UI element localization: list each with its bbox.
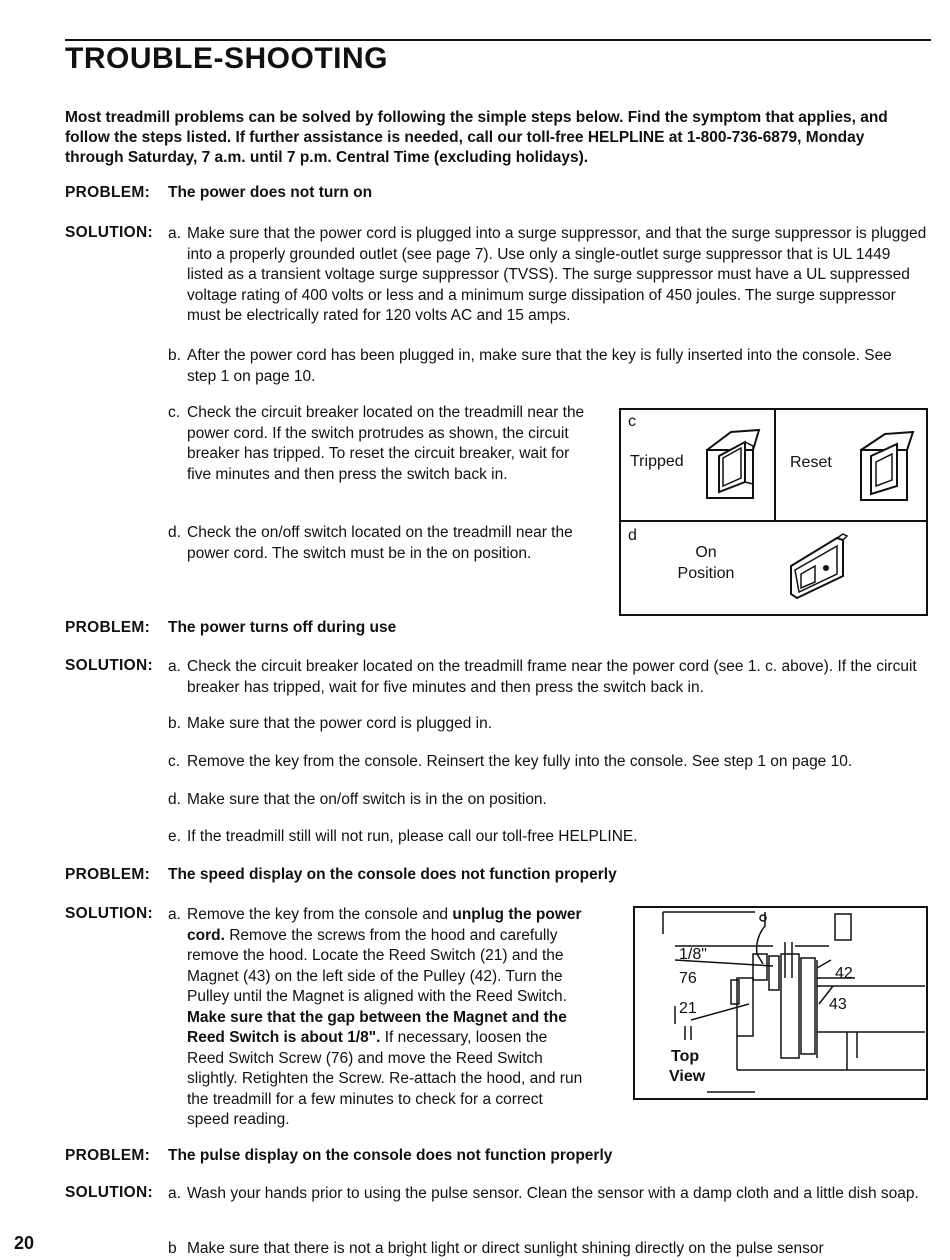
problem-1-title: The power does not turn on — [168, 184, 373, 201]
problem-label: PROBLEM: — [65, 1147, 151, 1164]
step-letter: b. — [168, 347, 181, 364]
step-letter: c. — [168, 753, 181, 770]
screw-76-label: 76 — [679, 970, 697, 987]
on-switch-icon — [781, 530, 855, 600]
on-off-switch-figure — [619, 520, 928, 616]
step-text: Make sure that there is not a bright light or direct sunlight shining directly on the pulse sensor — [187, 1240, 824, 1257]
problem-2-step-c — [168, 752, 928, 773]
problem-1-step-d — [168, 523, 588, 564]
step-text: Check the circuit breaker located on the treadmill frame near the power cord (see 1. c. above). If the circuit breaker has tripped, wait for five minutes and then press the switch back in. — [187, 658, 917, 696]
problem-4-step-a — [168, 1184, 923, 1205]
position-label: Position — [677, 565, 735, 582]
problem-4-step-b — [168, 1239, 928, 1260]
solution-label: SOLUTION: — [65, 224, 153, 241]
step-text: Make sure that the power cord is plugged in. — [187, 715, 493, 732]
intro-paragraph: Most treadmill problems can be solved by following the simple steps below. Find the symptom that applies, and follow the steps listed. If further assistance is needed, call our toll-free HELPLINE at 1-800-736-6879, Monday through Saturday, 7 a.m. until 7 p.m. Central Time (excluding holidays). — [65, 109, 888, 166]
problem-label: PROBLEM: — [65, 619, 151, 636]
step-text: Remove the key from the console. Reinsert the key fully into the console. See step 1 on page 10. — [187, 753, 853, 770]
step-letter: a. — [168, 658, 181, 675]
page-title: TROUBLE-SHOOTING — [65, 42, 388, 75]
step-letter: c. — [168, 404, 181, 421]
problem-2-step-e — [168, 827, 923, 848]
problem-1-step-c — [168, 403, 588, 485]
solution-label: SOLUTION: — [65, 657, 153, 674]
reed-switch-diagram — [633, 906, 928, 1100]
step-letter: a. — [168, 225, 181, 242]
problem-label: PROBLEM: — [65, 184, 151, 201]
step-text: Make sure that the on/off switch is in the on position. — [187, 791, 547, 808]
problem-4-title: The pulse display on the console does not function properly — [168, 1147, 613, 1164]
top-rule — [65, 39, 931, 41]
step-letter: d. — [168, 791, 181, 808]
problem-2-step-b — [168, 714, 923, 735]
top-view-label: Top — [671, 1048, 700, 1065]
circuit-breaker-figure — [619, 408, 928, 522]
step-text-part: If necessary, loosen the Reed Switch Screw (76) and move the Reed Switch slightly. Retighten the Screw. Re-attach the hood, and run the treadmill for a few minutes to check for a correct speed reading. — [187, 1029, 583, 1128]
step-letter: d. — [168, 524, 181, 541]
step-text-bold: unplug the power cord. — [187, 906, 582, 944]
figure-letter: d — [628, 527, 637, 544]
step-text: If the treadmill still will not run, please call our toll-free HELPLINE. — [187, 828, 638, 845]
figure-letter: c — [628, 413, 636, 430]
reset-switch-icon — [857, 428, 923, 508]
step-text: After the power cord has been plugged in, make sure that the key is fully inserted into the console. See step 1 on page 10. — [187, 347, 892, 385]
problem-3-title: The speed display on the console does not function properly — [168, 866, 617, 883]
step-text-part: Remove the screws from the hood and carefully remove the hood. Locate the Reed Switch (21) and the Magnet (43) on the left side of the Pulley (42). Turn the Pulley until the Magnet is aligned with the Reed Switch. — [187, 926, 567, 1005]
problem-2-step-d — [168, 790, 923, 811]
reset-label: Reset — [790, 454, 832, 471]
gap-label: 1/8" — [679, 946, 707, 963]
figure-divider — [774, 410, 776, 520]
problem-2-step-a — [168, 657, 923, 698]
problem-1-step-b — [168, 346, 908, 387]
problem-label: PROBLEM: — [65, 866, 151, 883]
solution-label: SOLUTION: — [65, 905, 153, 922]
step-text: Wash your hands prior to using the pulse sensor. Clean the sensor with a damp cloth and a little dish soap. — [187, 1185, 919, 1202]
step-text: Check the circuit breaker located on the treadmill near the power cord. If the switch protrudes as shown, the circuit breaker has tripped. To reset the circuit breaker, wait for five minutes and then press the switch back in. — [187, 404, 585, 483]
on-label: On — [695, 544, 717, 561]
page-number: 20 — [14, 1233, 35, 1253]
tripped-switch-icon — [701, 422, 771, 502]
step-text — [187, 905, 588, 1131]
step-letter: e. — [168, 828, 181, 845]
step-letter: a. — [168, 1185, 181, 1202]
step-text-bold: Make sure that the gap between the Magnet and the Reed Switch is about 1/8". — [187, 1008, 567, 1046]
top-view-label-2: View — [669, 1068, 706, 1085]
step-text: Make sure that the power cord is plugged into a surge suppressor, and that the surge suppressor is plugged into a properly grounded outlet (see page 7). Use only a single-outlet surge suppressor that is UL 1449 listed as a transient voltage surge suppressor (TVSS). The surge suppressor must have a UL suppressed voltage rating of 400 volts or less and a minimum surge dissipation of 450 joules. The surge suppressor must be electrically rated for 120 volts AC and 15 amps. — [187, 225, 927, 324]
magnet-43-label: 43 — [829, 996, 847, 1013]
pulley-42-label: 42 — [835, 965, 853, 982]
step-text: Check the on/off switch located on the treadmill near the power cord. The switch must be in the on position. — [187, 524, 573, 562]
step-letter: b — [168, 1240, 177, 1257]
problem-2-title: The power turns off during use — [168, 619, 397, 636]
step-letter: a. — [168, 906, 181, 923]
problem-3-step-a — [168, 905, 588, 1131]
reed-switch-21-label: 21 — [679, 1000, 697, 1017]
problem-1-step-a — [168, 224, 928, 327]
step-letter: b. — [168, 715, 181, 732]
solution-label: SOLUTION: — [65, 1184, 153, 1201]
tripped-label: Tripped — [630, 453, 684, 470]
step-text-part: Remove the key from the console and — [187, 906, 453, 923]
